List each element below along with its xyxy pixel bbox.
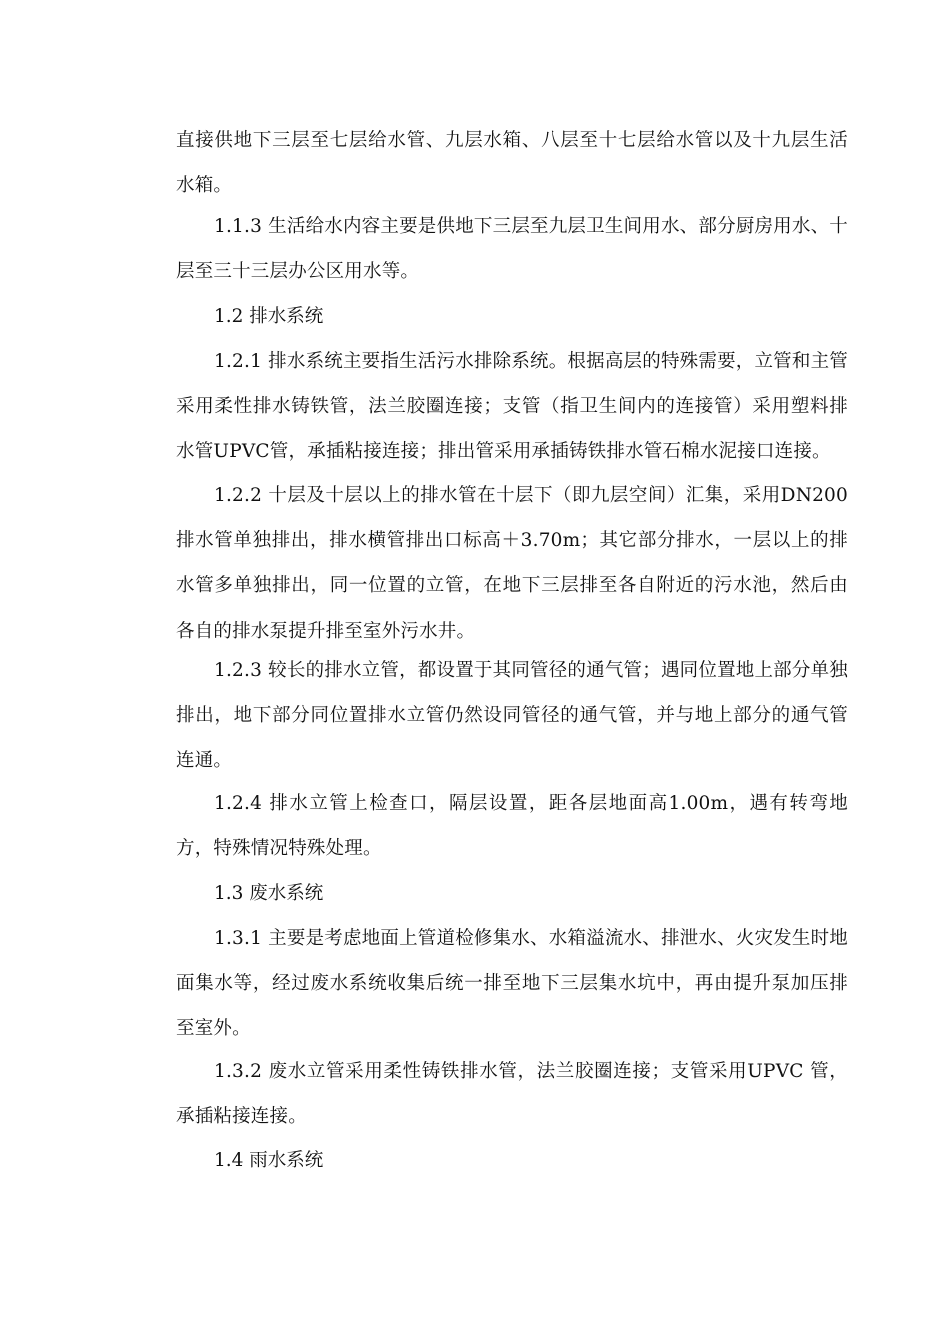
- paragraph-1-2-2: 1.2.2 十层及十层以上的排水管在十层下（即九层空间）汇集，采用DN200排水管单独排出，排水横管排出口标高＋3.70m；其它部分排水，一层以上的排水管多单独排出，同一位置的立管，在地下三层排至各自附近的污水池，然后由各自的排水泵提升排至室外污水井。: [176, 485, 848, 642]
- paragraph-1-2-3: 1.2.3 较长的排水立管，都设置于其同管径的通气管；遇同位置地上部分单独排出，地下部分同位置排水立管仍然设同管径的通气管，并与地上部分的通气管连通。: [176, 660, 848, 772]
- section-heading-1-4: 1.4 雨水系统: [214, 1150, 324, 1171]
- paragraph-1-2-4: 1.2.4 排水立管上检查口，隔层设置，距各层地面高1.00m，遇有转弯地方，特殊情况特殊处理。: [176, 793, 848, 860]
- paragraph-1-3-2: 1.3.2 废水立管采用柔性铸铁排水管，法兰胶圈连接；支管采用UPVC 管，承插粘接连接。: [176, 1061, 848, 1128]
- paragraph-1-3-1: 1.3.1 主要是考虑地面上管道检修集水、水箱溢流水、排泄水、火灾发生时地面集水等，经过废水系统收集后统一排至地下三层集水坑中，再由提升泵加压排至室外。: [176, 928, 848, 1040]
- paragraph-1-1-3: 1.1.3 生活给水内容主要是供地下三层至九层卫生间用水、部分厨房用水、十层至三十三层办公区用水等。: [176, 216, 848, 283]
- paragraph-water-supply-continued: 直接供地下三层至七层给水管、九层水箱、八层至十七层给水管以及十九层生活水箱。: [176, 130, 848, 197]
- section-heading-1-2: 1.2 排水系统: [214, 306, 324, 327]
- section-heading-1-3: 1.3 废水系统: [214, 883, 324, 904]
- paragraph-1-2-1: 1.2.1 排水系统主要指生活污水排除系统。根据高层的特殊需要，立管和主管采用柔性排水铸铁管，法兰胶圈连接；支管（指卫生间内的连接管）采用塑料排水管UPVC管，承插粘接连接；排出管采用承插铸铁排水管石棉水泥接口连接。: [176, 351, 848, 463]
